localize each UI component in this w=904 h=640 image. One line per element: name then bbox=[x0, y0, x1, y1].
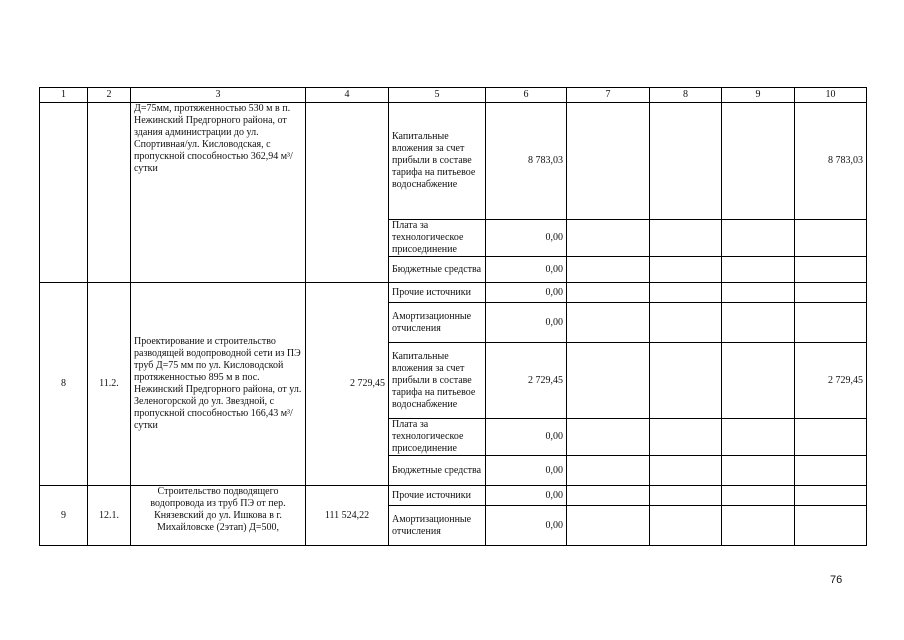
row-code: 12.1. bbox=[88, 486, 131, 546]
funding-source: Плата за технологическое присоединение bbox=[389, 419, 486, 456]
header-cell: 3 bbox=[131, 88, 306, 103]
funding-source: Плата за технологическое присоединение bbox=[389, 220, 486, 257]
funding-source: Бюджетные средства bbox=[389, 257, 486, 283]
project-total bbox=[306, 103, 389, 283]
header-row bbox=[40, 88, 867, 103]
row-number: 8 bbox=[40, 283, 88, 486]
project-total: 111 524,22 bbox=[306, 486, 389, 546]
header-cell: 9 bbox=[722, 88, 795, 103]
project-total: 2 729,45 bbox=[306, 283, 389, 486]
funding-amount: 2 729,45 bbox=[486, 343, 567, 419]
funding-amount: 0,00 bbox=[486, 257, 567, 283]
row-code bbox=[88, 103, 131, 283]
header-cell: 7 bbox=[567, 88, 650, 103]
header-cell: 8 bbox=[650, 88, 722, 103]
funding-year-amount: 8 783,03 bbox=[795, 103, 867, 220]
funding-source: Прочие источники bbox=[389, 283, 486, 303]
funding-amount: 0,00 bbox=[486, 456, 567, 486]
header-cell: 2 bbox=[88, 88, 131, 103]
funding-amount: 0,00 bbox=[486, 283, 567, 303]
project-description: Проектирование и строительство разводящей водопроводной сети из ПЭ труб Д=75 мм по ул. Кисловодской протяженностью 895 м в пос. Нежинский Предгорного района, от ул. Зеленогорской до ул. Звездной, с пропускной способностью 166,43 м³/сутки bbox=[131, 283, 306, 486]
funding-amount: 0,00 bbox=[486, 506, 567, 546]
funding-amount: 0,00 bbox=[486, 220, 567, 257]
row-number: 9 bbox=[40, 486, 88, 546]
funding-amount: 0,00 bbox=[486, 486, 567, 506]
table-row bbox=[40, 283, 867, 303]
row-code: 11.2. bbox=[88, 283, 131, 486]
funding-amount: 0,00 bbox=[486, 303, 567, 343]
header-cell: 1 bbox=[40, 88, 88, 103]
header-cell: 10 bbox=[795, 88, 867, 103]
row-number bbox=[40, 103, 88, 283]
header-cell: 4 bbox=[306, 88, 389, 103]
funding-source: Капитальные вложения за счет прибыли в составе тарифа на питьевое водоснабжение bbox=[389, 103, 486, 220]
funding-source: Амортизационные отчисления bbox=[389, 303, 486, 343]
funding-amount: 8 783,03 bbox=[486, 103, 567, 220]
table-row bbox=[40, 486, 867, 506]
header-cell: 5 bbox=[389, 88, 486, 103]
project-description: Строительство подводящего водопровода из труб ПЭ от пер. Князевский до ул. Ишкова в г. Михайловске (2этап) Д=500, bbox=[131, 486, 306, 546]
funding-source: Прочие источники bbox=[389, 486, 486, 506]
header-cell: 6 bbox=[486, 88, 567, 103]
funding-source: Амортизационные отчисления bbox=[389, 506, 486, 546]
project-description: Д=75мм, протяженностью 530 м в п. Нежинский Предгорного района, от здания администрации до ул. Спортивная/ул. Кисловодская, с пропускной способностью 362,94 м³/сутки bbox=[131, 103, 306, 283]
funding-source: Капитальные вложения за счет прибыли в составе тарифа на питьевое водоснабжение bbox=[389, 343, 486, 419]
investment-table bbox=[39, 87, 867, 546]
funding-source: Бюджетные средства bbox=[389, 456, 486, 486]
funding-year-amount: 2 729,45 bbox=[795, 343, 867, 419]
page-number: 76 bbox=[830, 574, 843, 586]
table-row bbox=[40, 103, 867, 220]
funding-amount: 0,00 bbox=[486, 419, 567, 456]
